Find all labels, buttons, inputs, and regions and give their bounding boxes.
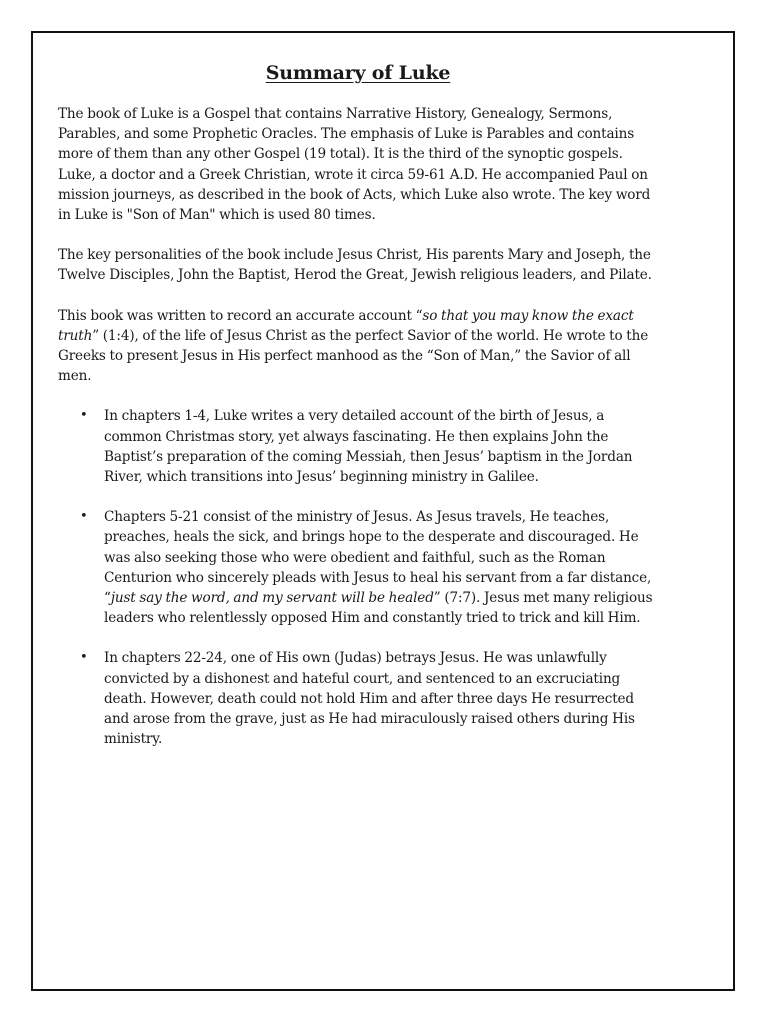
chapter-summary-list bbox=[58, 406, 658, 749]
bullet-icon: • bbox=[80, 408, 88, 424]
list-item-text-before: Chapters 5-21 consist of the ministry of Jesus. As Jesus travels, He teaches, preaches, heals the sick, and brings hope to the desperate and discouraged. He was also seeking those who were obedient and faithful, such as the Roman Centurion who sincerely pleads with Jesus to heal his servant from a far distance, “ bbox=[104, 509, 652, 607]
list-item-text-after: ” (7:7). Jesus met many religious leaders who relentlessly opposed Him and constantly tried to trick and kill Him. bbox=[104, 590, 653, 627]
intro-paragraph: The book of Luke is a Gospel that contains Narrative History, Genealogy, Sermons, Parables, and some Prophetic Oracles. The emphasis of Luke is Parables and contains more of them than any other Gospel (19 total). It is the third of the synoptic gospels. Luke, a doctor and a Greek Christian, wrote it circa 59-61 A.D. He accompanied Paul on mission journeys, as described in the book of Acts, which Luke also wrote. The key word in Luke is "Son of Man" which is used 80 times. bbox=[58, 106, 651, 224]
list-item-chapters-5-21 bbox=[58, 507, 658, 628]
personalities-paragraph: The key personalities of the book include Jesus Christ, His parents Mary and Joseph, the Twelve Disciples, John the Baptist, Herod the Great, Jewish religious leaders, and Pilate. bbox=[58, 247, 652, 284]
purpose-paragraph bbox=[58, 306, 658, 387]
list-item-chapters-22-24 bbox=[58, 648, 658, 749]
list-item-chapters-1-4 bbox=[58, 406, 658, 487]
bullet-icon: • bbox=[80, 650, 88, 666]
purpose-text-before: This book was written to record an accurate account “ bbox=[58, 307, 423, 324]
document-title: Summary of Luke bbox=[265, 62, 451, 84]
list-item-text: In chapters 22-24, one of His own (Judas) betrays Jesus. He was unlawfully convicted by a dishonest and hateful court, and sentenced to an excruciating death. However, death could not hold Him and after three days He resurrected and arose from the grave, just as He had miraculously raised others during His ministry. bbox=[104, 650, 635, 748]
list-item-text: In chapters 1-4, Luke writes a very detailed account of the birth of Jesus, a common Christmas story, yet always fascinating. He then explains John the Baptist’s preparation of the coming Messiah, then Jesus’ baptism in the Jordan River, which transitions into Jesus’ beginning ministry in Galilee. bbox=[104, 408, 633, 486]
document-body bbox=[58, 62, 658, 769]
purpose-text-after: ” (1:4), of the life of Jesus Christ as the perfect Savior of the world. He wrote to the Greeks to present Jesus in His perfect manhood as the “Son of Man,” the Savior of all men. bbox=[58, 327, 649, 385]
list-item-quote: just say the word, and my servant will be healed bbox=[110, 590, 434, 607]
purpose-quote: so that you may know the exact truth bbox=[58, 307, 634, 344]
bullet-icon: • bbox=[80, 509, 88, 525]
